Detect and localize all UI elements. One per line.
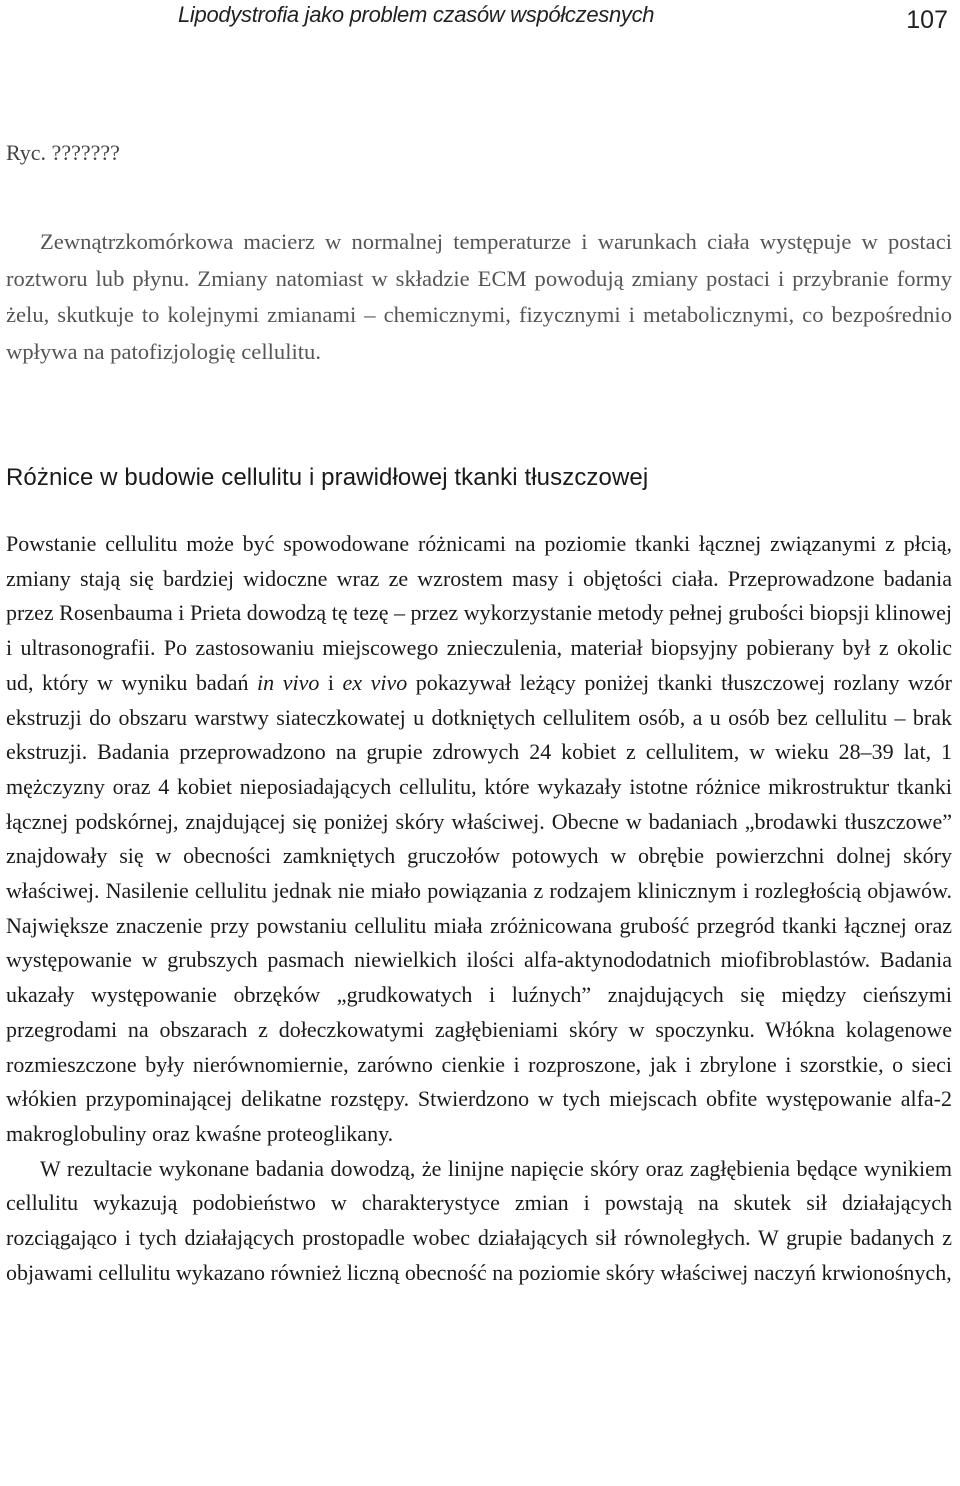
section-heading: Różnice w budowie cellulitu i prawidłowej tkanki tłuszczowej xyxy=(6,464,649,491)
body-paragraph-1 xyxy=(6,527,952,1152)
page-header xyxy=(178,0,952,40)
paragraph-text: pokazywał leżący poniżej tkanki tłuszczowej rozlany wzór ekstruzji do obszaru warstwy siateczkowatej u dotkniętych cellulitem osób, a u osób bez cellulitu – brak ekstruzji. Badania przeprowadzono na grupie zdrowych 24 kobiet z cellulitem, w wieku 28–39 lat, 1 mężczyzny oraz 4 kobiet nieposiadających cellulitu, które wykazały istotne różnice mikrostruktur tkanki łącznej podskórnej, znajdującej się poniżej skóry właściwej. Obecne w badaniach „brodawki tłuszczowe” znajdowały się w obecności zamkniętych gruczołów potowych w obrębie powierzchni dolnej skóry właściwej. Nasilenie cellulitu jednak nie miało powiązania z rodzajem klinicznym i rozległością objawów. Największe znaczenie przy powstaniu cellulitu miała zróżnicowana grubość przegród tkanki łącznej oraz występowanie w grubszych pasmach niewielkich ilości alfa-aktynododatnich miofibroblastów. Badania ukazały występowanie obrzęków „grudkowatych i luźnych” znajdujących się między cieńszymi przegrodami na obszarach z dołeczkowatymi zagłębieniami skóry w spoczynku. Włókna kolagenowe rozmieszczone były nierównomiernie, zarówno cienkie i rozproszone, jak i zbrylone i szorstkie, o sieci włókien przypominającej delikatne rozstępy. Stwierdzono w tych miejscach obfite występowanie alfa-2 makroglobuliny oraz kwaśne proteoglikany. xyxy=(6,669,953,1146)
paragraph-text: Powstanie cellulitu może być spowodowane różnicami na poziomie tkanki łącznej związanymi z płcią, zmiany stają się bardziej widoczne wraz ze wzrostem masy i objętości ciała. Przeprowadzone badania przez Rosenbauma i Prieta dowodzą tę tezę – przez wykorzystanie metody pełnej grubości biopsji klinowej i ultrasonografii. Po zastosowaniu miejscowego znieczulenia, materiał biopsyjny pobierany był z okolic ud, który w wyniku badań xyxy=(6,531,952,695)
italic-term: ex vivo xyxy=(342,669,408,695)
running-title: Lipodystrofia jako problem czasów współczesnych xyxy=(178,2,655,27)
figure-caption: Ryc. ??????? xyxy=(6,140,120,165)
intro-paragraph: Zewnątrzkomórkowa macierz w normalnej temperaturze i warunkach ciała występuje w postaci roztworu lub płynu. Zmiany natomiast w składzie ECM powodują zmiany postaci i przybranie formy żelu, skutkuje to kolejnymi zmianami – chemicznymi, fizycznymi i metabolicznymi, co bezpośrednio wpływa na patofizjologię cellulitu. xyxy=(6,229,952,364)
italic-term: in vivo xyxy=(257,669,320,695)
body-paragraph-2: W rezultacie wykonane badania dowodzą, że linijne napięcie skóry oraz zagłębienia będące wynikiem cellulitu wykazują podobieństwo w charakterystyce zmian i powstają na skutek sił działających rozciągająco i tych działających prostopadle wobec działających sił równoległych. W grupie badanych z objawami cellulitu wykazano również liczną obecność na poziomie skóry właściwej naczyń krwionośnych, xyxy=(6,1155,952,1285)
paragraph-text: i xyxy=(319,669,343,695)
page-number: 107 xyxy=(906,6,948,34)
section-body xyxy=(6,527,952,1290)
